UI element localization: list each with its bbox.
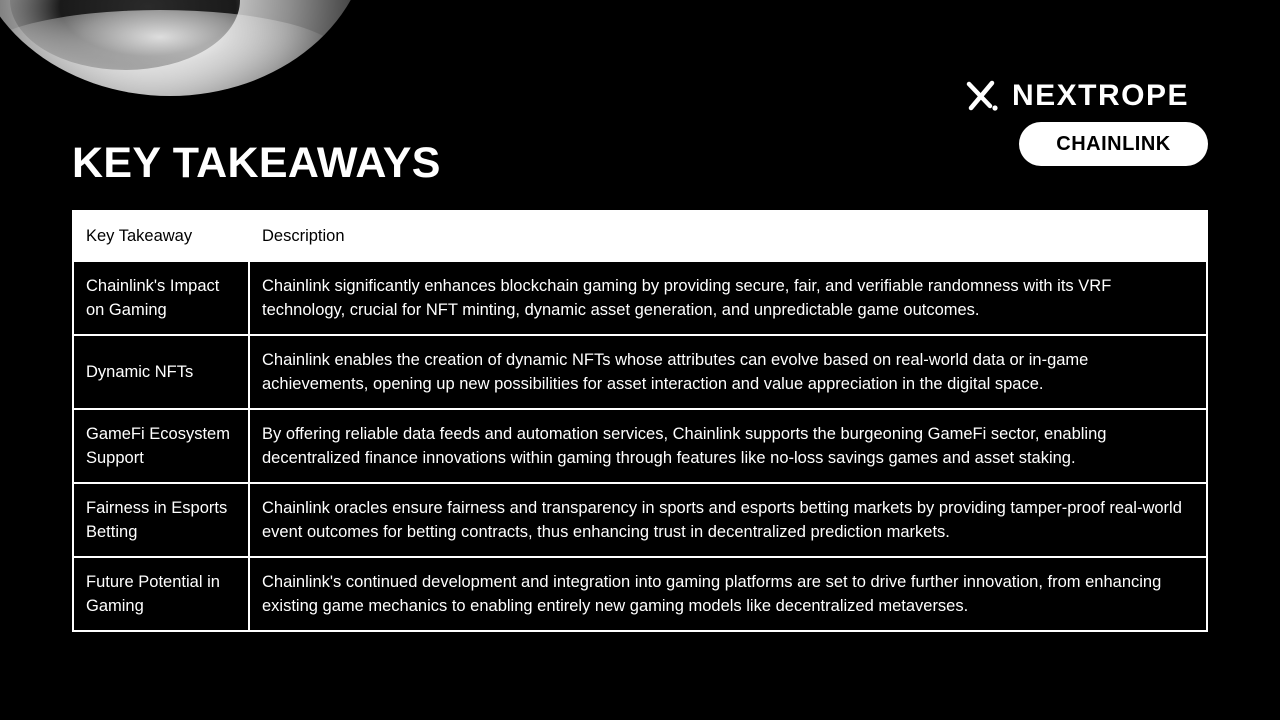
table-row — [73, 409, 1207, 483]
page-title: KEY TAKEAWAYS — [72, 139, 441, 187]
row-key: GameFi Ecosystem Support — [73, 409, 249, 483]
table-row — [73, 261, 1207, 335]
row-description: Chainlink oracles ensure fairness and transparency in sports and esports betting markets by providing tamper-proof real-world event outcomes for betting contracts, thus enhancing trust in decentralized prediction markets. — [249, 483, 1207, 557]
row-key: Fairness in Esports Betting — [73, 483, 249, 557]
row-description: By offering reliable data feeds and automation services, Chainlink supports the burgeoning GameFi sector, enabling decentralized finance innovations within gaming through features like no-loss savings games and asset staking. — [249, 409, 1207, 483]
header-key-takeaway: Key Takeaway — [73, 211, 249, 261]
row-key: Dynamic NFTs — [73, 335, 249, 409]
row-description: Chainlink significantly enhances blockchain gaming by providing secure, fair, and verifiable randomness with its VRF technology, crucial for NFT minting, dynamic asset generation, and unpredictable game outcomes. — [249, 261, 1207, 335]
takeaways-table — [72, 210, 1208, 632]
brand-logo — [965, 78, 1189, 114]
table-row — [73, 483, 1207, 557]
decorative-metallic-sphere — [0, 0, 370, 96]
row-key: Future Potential in Gaming — [73, 557, 249, 631]
topic-tag — [1019, 122, 1208, 166]
table-row — [73, 335, 1207, 409]
row-description: Chainlink enables the creation of dynamic NFTs whose attributes can evolve based on real-world data or in-game achievements, opening up new possibilities for asset interaction and value appreciation in the digital space. — [249, 335, 1207, 409]
topic-tag-label: CHAINLINK — [1056, 132, 1171, 155]
brand-name: NEXTROPE — [1012, 79, 1190, 112]
table-row — [73, 557, 1207, 631]
row-description: Chainlink's continued development and integration into gaming platforms are set to drive further innovation, from enhancing existing game mechanics to enabling entirely new gaming models like decentralized metaverses. — [249, 557, 1207, 631]
header-description: Description — [249, 211, 1207, 261]
row-key: Chainlink's Impact on Gaming — [73, 261, 249, 335]
table-header-row — [73, 211, 1207, 261]
x-logo-icon — [965, 79, 999, 113]
